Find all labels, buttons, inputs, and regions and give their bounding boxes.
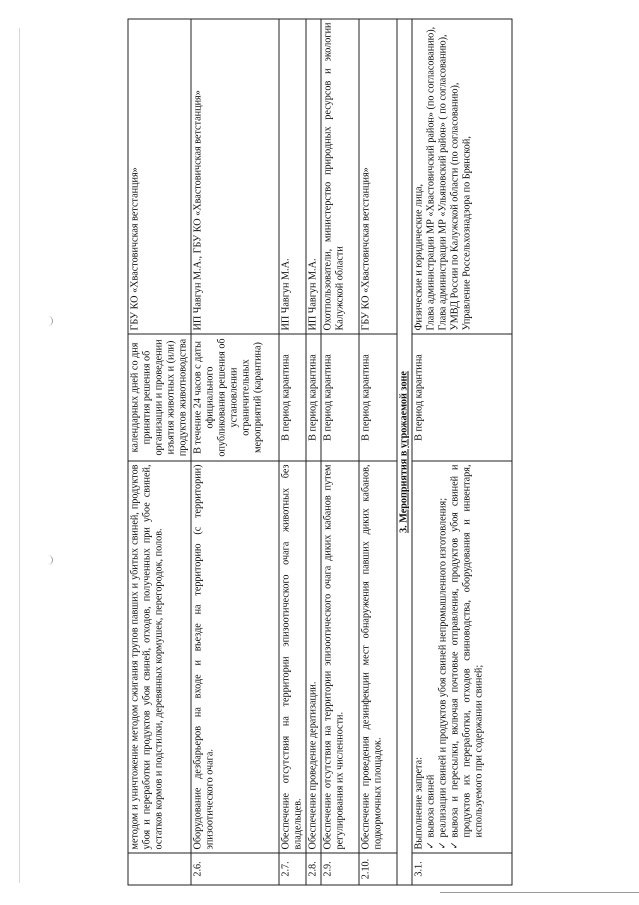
- section-3-heading: [397, 19, 412, 885]
- table-row: [279, 19, 306, 885]
- term-cell: В период карантина: [359, 334, 397, 461]
- row-number: 2.8.: [306, 853, 321, 885]
- list-item-text: вывоза свиней: [425, 774, 437, 838]
- list-item: [425, 465, 437, 850]
- term-cell: В период карантина: [279, 334, 306, 461]
- responsible-cell: ИП Чавгун М.А.: [279, 19, 306, 334]
- measure-cell: Оборудование дезбарьеров на входе и въезде на территорию (с территории) эпизоотического очага.: [191, 461, 279, 853]
- punch-hole-mark: [44, 555, 53, 565]
- responsible-cell: Охотпользователи, министерство природных ресурсов и экологии Калужской области: [321, 19, 359, 334]
- list-item-text: вывоза и пересылки, включая почтовые отправления, продуктов убоя свиней и продуктов их переработки, отходов свиноводства, оборудования и инвентаря, используемого при содержании свиней;: [449, 464, 485, 838]
- row-number: 2.9.: [321, 853, 359, 885]
- row-number: [128, 853, 191, 885]
- row-number: 2.7.: [279, 853, 306, 885]
- list-item: [437, 465, 449, 850]
- row-number: 3.1.: [412, 853, 512, 885]
- responsible-cell: [412, 19, 512, 334]
- punch-hole-mark: [44, 316, 53, 326]
- responsible-line: Глава администрации МР «Ульяновский район» ( по согласованию),: [437, 34, 449, 331]
- responsible-line: Управление Россельхознадзора по Брянской,: [461, 136, 473, 331]
- measure-cell: Обеспечение проведения дезинфекции мест обнаружения павших диких кабанов, подкормочных площадок.: [359, 461, 397, 853]
- measure-cell: Обеспечение проведение дератизации.: [306, 461, 321, 853]
- checkmark-icon: ✓: [437, 840, 449, 850]
- term-cell: В период карантина: [412, 334, 512, 461]
- table-row: [191, 19, 279, 885]
- section-heading-row: [397, 19, 412, 885]
- row-number: 2.10.: [359, 853, 397, 885]
- checkmark-icon: ✓: [449, 840, 461, 850]
- list-item: [449, 465, 485, 850]
- table-row: [321, 19, 359, 885]
- responsible-line: УМВД России по Калужской области (по согласованию),: [449, 82, 461, 331]
- term-cell: календарных дней со дня принятия решения об организации и проведении изъятия животных и (или) продуктов животноводства: [128, 334, 191, 461]
- checkmark-icon: ✓: [425, 840, 437, 850]
- responsible-cell: ИП Чавгун М.А., ГБУ КО «Хвастовичская ветстанция»: [191, 19, 279, 334]
- term-cell: В период карантина: [306, 334, 321, 461]
- responsible-cell: ГБУ КО «Хвастовичская ветстанция»: [128, 19, 191, 334]
- measure-cell: Обеспечение отсутствия на территории эпизоотического очага животных без владельцев.: [279, 461, 306, 853]
- rotated-page: [127, 20, 512, 886]
- responsible-line: Глава администрации МР «Хвастовичский район» (по согласованию),: [425, 26, 437, 331]
- table-row: [359, 19, 397, 885]
- table-row: [128, 19, 191, 885]
- measure-cell: [412, 461, 512, 853]
- measures-table: [127, 19, 512, 886]
- term-cell: В течение 24 часов с даты официального опубликования решения об установлении ограничительных мероприятий (карантина): [191, 334, 279, 461]
- measure-intro: Выполнение запрета:: [413, 757, 425, 850]
- responsible-cell: ИП Чавгун М.А.: [306, 19, 321, 334]
- measure-cell: методом и уничтожение методом сжигания трупов павших и убитых свиней, продуктов убоя и переработки продуктов убоя свиней, отходов, полученных при убое свиней, остатков кормов и подстилки, деревянных кормушек, перегородок, полов.: [128, 461, 191, 853]
- scan-bottom-line: [440, 892, 639, 893]
- measure-cell: Обеспечение отсутствия на территории эпизоотического очага диких кабанов путем регулирования их численности.: [321, 461, 359, 853]
- row-number: 2.6.: [191, 853, 279, 885]
- list-item-text: реализации свиней и продуктов убоя свиней непромышленного изготовления;: [437, 497, 449, 838]
- table-row: [306, 19, 321, 885]
- responsible-line: Физические и юридические лица,: [413, 183, 425, 331]
- table-row: [412, 19, 512, 885]
- term-cell: В период карантина: [321, 334, 359, 461]
- section-3-title: 3. Мероприятия в угрожаемой зоне: [398, 371, 410, 533]
- scan-edge-line: [19, 28, 20, 883]
- responsible-cell: ГБУ КО «Хвастовичская ветстанция»: [359, 19, 397, 334]
